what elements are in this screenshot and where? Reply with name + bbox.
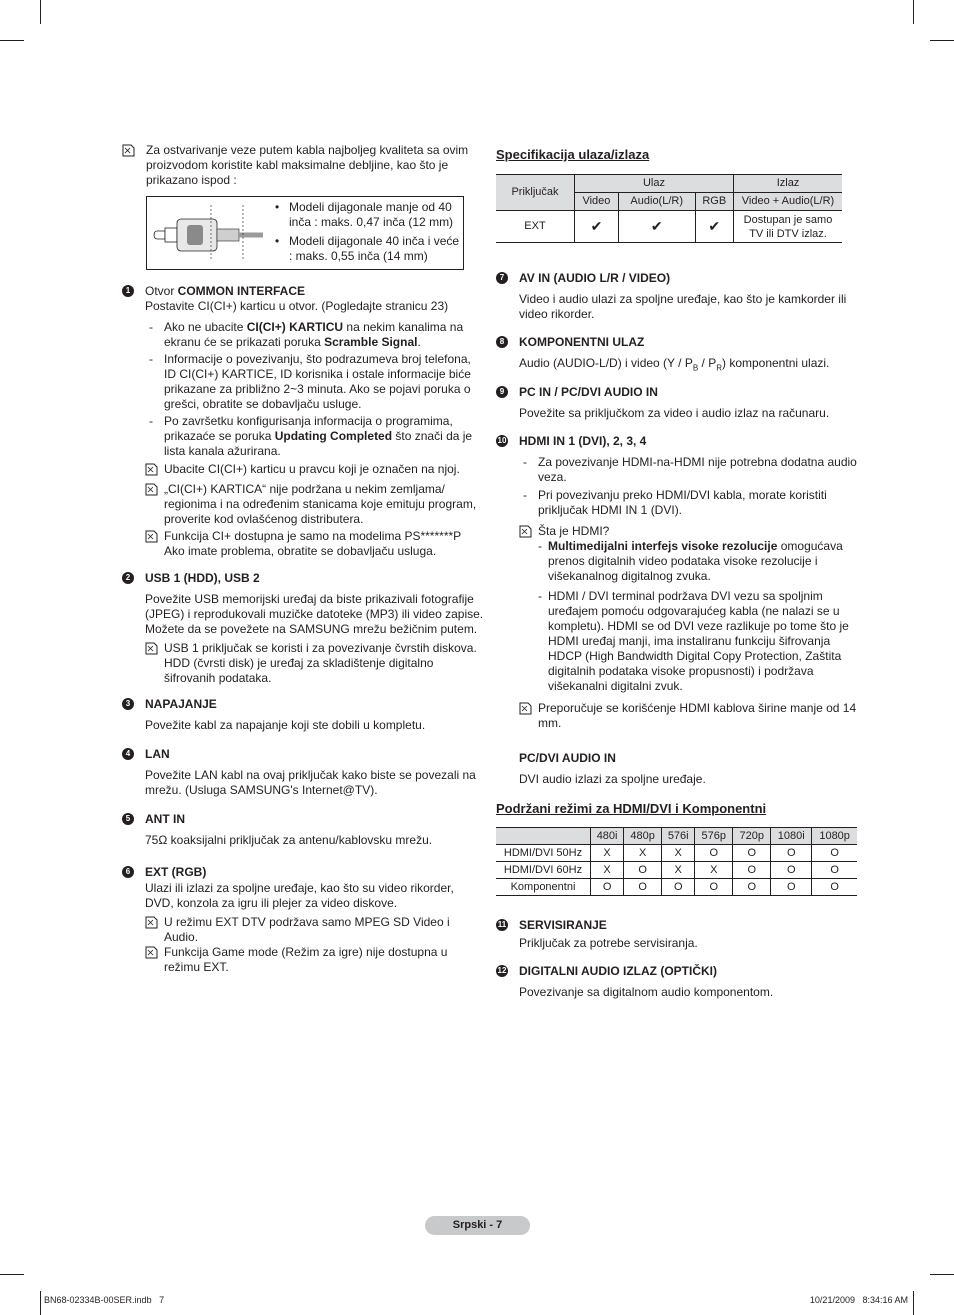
note-icon — [145, 946, 158, 959]
section-title: EXT (RGB) — [145, 865, 207, 879]
number-badge: 2 — [122, 572, 134, 584]
spec-table — [496, 174, 842, 243]
modes-header: 480p — [624, 828, 662, 845]
section-common-interface: 1 Otvor COMMON INTERFACE Postavite CI(CI+) karticu u otvor. (Pogledajte stranicu 23) - Ako ne ubacite CI(CI+) KARTICU na nekim kanalima na ekranu će se prikazati poruka Scramble Signal. - Informacije o povezivanju, što podrazumeva broj telefona, ID CI(CI+) KARTICE, ID korisnika i ostale informacije biće prikazane za približno 2~3 minuta. Ako se pojavi poruka o grešci, obratite se dobavljaču usluge. - Po završetku konfigurisanja informacija o programima, prikazaće se poruka Updating Completed što znači da je lista kanala ažurirana. Ubacite CI(CI+) karticu u pravcu koji je označen na njoj. „CI(CI+) KARTICA“ nije podržana u nekim zemljama/ regionima i na određenim stanicama koje emituju program, proverite kod ovlašćenog distributera. Funkcija CI+ dostupna je samo na modelima PS*******P Ako imate problema, obratite se dobavljaču usluga. — [122, 284, 484, 559]
spec-subheader: Video — [575, 193, 619, 211]
number-badge: 10 — [497, 436, 507, 445]
spec-subheader: RGB — [695, 193, 733, 211]
check-icon: ✔ — [575, 211, 619, 243]
crop-mark — [913, 1291, 914, 1315]
number-badge: 5 — [122, 813, 134, 825]
section-ext-rgb: 6 EXT (RGB) Ulazi ili izlazi za spoljne uređaje, kao što su video rikorder, DVD, konzola za igru ili plejer za video diskove. U režimu EXT DTV podržava samo MPEG SD Video i Audio. Funkcija Game mode (Režim za igre) nije dostupna u režimu EXT. — [122, 865, 484, 975]
pc-dvi-title: PC/DVI AUDIO IN — [519, 751, 616, 765]
footer-datetime: 10/21/2009 8:34:16 AM — [809, 1295, 908, 1305]
modes-header: 1080p — [812, 828, 857, 845]
section-digitalni-audio: 12 DIGITALNI AUDIO IZLAZ (OPTIČKI) Povezivanje sa digitalnom audio komponentom. — [496, 964, 858, 1000]
section-ant-in: 5 ANT IN 75Ω koaksijalni priključak za antenu/kablovsku mrežu. — [122, 812, 484, 848]
number-badge: 4 — [122, 748, 134, 760]
note-icon — [145, 916, 158, 929]
spec-group-out: Izlaz — [734, 175, 843, 193]
table-row: HDMI/DVI 50Hz X X X O O O O — [496, 845, 857, 862]
number-badge: 1 — [122, 285, 134, 297]
crop-mark — [0, 40, 24, 41]
modes-header: 576i — [662, 828, 695, 845]
check-icon: ✔ — [618, 211, 695, 243]
page-number: Srpski - 7 — [425, 1216, 530, 1235]
spec-row-output: Dostupan je samo TV ili DTV izlaz. — [734, 211, 843, 243]
spec-row-label: EXT — [496, 211, 575, 243]
section-av-in: 7 AV IN (AUDIO L/R / VIDEO) Video i audio ulazi za spoljne uređaje, kao što je kamkorder ili video rikorder. — [496, 271, 858, 322]
note-icon — [145, 530, 158, 543]
note-icon — [145, 642, 158, 655]
modes-header: 1080i — [771, 828, 812, 845]
note-icon — [145, 483, 158, 496]
check-icon: ✔ — [695, 211, 733, 243]
number-badge: 9 — [496, 386, 508, 398]
note-icon — [122, 144, 135, 157]
section-title: NAPAJANJE — [145, 697, 217, 711]
intro-note-text: Za ostvarivanje veze putem kabla najboljeg kvaliteta sa ovim proizvodom koristite kabl maksimalne debljine, kao što je prikazano ispod : — [146, 143, 469, 187]
number-badge: 6 — [122, 866, 134, 878]
section-napajanje: 3 NAPAJANJE Povežite kabl za napajanje koji ste dobili u kompletu. — [122, 697, 484, 733]
cable-thickness-box — [146, 196, 464, 270]
section-pc-in: 9 PC IN / PC/DVI AUDIO IN Povežite sa priključkom za video i audio izlaz na računaru. — [496, 385, 858, 421]
crop-mark — [930, 1274, 954, 1275]
number-badge: 11 — [497, 920, 507, 929]
crop-mark — [40, 0, 41, 24]
section-lan: 4 LAN Povežite LAN kabl na ovaj priključak kako biste se povezali na mrežu. (Usluga SAMSUNG's Internet@TV). — [122, 747, 484, 798]
crop-mark — [0, 1274, 24, 1275]
table-row: Komponentni O O O O O O O — [496, 879, 857, 896]
crop-mark — [930, 40, 954, 41]
section-title: AV IN (AUDIO L/R / VIDEO) — [519, 271, 671, 285]
cable-bullet: • Modeli dijagonale 40 inča i veće : maks. 0,55 inča (14 mm) — [275, 234, 460, 263]
table-row: HDMI/DVI 60Hz X O X X O O O — [496, 862, 857, 879]
section-hdmi-in: 10 HDMI IN 1 (DVI), 2, 3, 4 - Za povezivanje HDMI-na-HDMI nije potrebna dodatna audio veza. - Pri povezivanju preko HDMI/DVI kabla, morate koristiti priključak HDMI IN 1 (DVI). Šta je HDMI? - Multimedijalni interfejs visoke rezolucije omogućava prenos digitalnih video podataka visoke rezolucije i višekanalnog digitalnog zvuka. - HDMI / DVI terminal podržava DVI vezu sa spoljnim uređajem pomoću odgovarajućeg kabla (ne nalazi se u kompletu). HDMI se od DVI veze razlikuje po tome što je HDMI uređaj manji, ima instaliranu funkciju šifrovanja HDCP (High Bandwidth Digital Copy Protection, Zaštita digitalnih podataka visoke propusnosti) i podržava višekanalni digitalni zvuk. Preporučuje se korišćenje HDMI kablova širine manje od 14 mm. PC/DVI AUDIO IN DVI audio izlazi za spoljne uređaje. — [497, 434, 857, 786]
section-title: COMMON INTERFACE — [177, 284, 306, 298]
modes-header: 480i — [591, 828, 624, 845]
section-title: LAN — [145, 747, 170, 761]
number-badge: 3 — [122, 698, 134, 710]
section-komponentni-ulaz: 8 KOMPONENTNI ULAZ Audio (AUDIO-L/D) i video $(Y / P_B / P_R)$ komponentni ulazi. — [496, 335, 858, 371]
section-title: ANT IN — [145, 812, 185, 826]
section-title: KOMPONENTNI ULAZ — [519, 335, 645, 349]
section-title: HDMI IN 1 (DVI), 2, 3, 4 — [519, 434, 647, 448]
spec-title: Specifikacija ulaza/izlaza — [496, 147, 650, 162]
section-title: USB 1 (HDD), USB 2 — [145, 571, 260, 585]
note-icon — [519, 702, 532, 715]
section-servisiranje: 11 SERVISIRANJE Priključak za potrebe servisiranja. — [496, 918, 858, 951]
modes-header: 720p — [733, 828, 771, 845]
right-column — [496, 146, 858, 1000]
intro-note — [122, 143, 484, 188]
note-icon — [519, 525, 532, 538]
number-badge: 12 — [497, 966, 507, 975]
number-badge: 7 — [496, 272, 508, 284]
spec-subheader: Video + Audio(L/R) — [734, 193, 843, 211]
left-column — [122, 143, 484, 975]
footer-file: BN68-02334B-00SER.indb 7 — [44, 1295, 165, 1305]
spec-col-connector: Priključak — [496, 175, 575, 211]
modes-title: Podržani režimi za HDMI/DVI i Komponentni — [496, 801, 767, 816]
crop-mark — [913, 0, 914, 24]
section-title: SERVISIRANJE — [519, 918, 607, 932]
section-usb: 2 USB 1 (HDD), USB 2 Povežite USB memorijski uređaj da biste prikazivali fotografije (JPEG) i reprodukovali muzičke datoteke (MP3) ili video zapise. Možete da se povežete na SAMSUNG mrežu bežičnim putem. USB 1 priključak se koristi i za povezivanje čvrstih diskova. HDD (čvrsti disk) je uređaj za skladištenje digitalno šifrovanih podataka. — [122, 571, 484, 686]
note-icon — [145, 463, 158, 476]
cable-illustration — [151, 203, 269, 263]
modes-header: 576p — [695, 828, 733, 845]
spec-group-in: Ulaz — [575, 175, 734, 193]
modes-table — [496, 827, 857, 896]
number-badge: 8 — [496, 336, 508, 348]
cable-bullet: • Modeli dijagonale manje od 40 inča : maks. 0,47 inča (12 mm) — [275, 200, 454, 229]
section-title: DIGITALNI AUDIO IZLAZ (OPTIČKI) — [519, 964, 717, 978]
spec-subheader: Audio(L/R) — [618, 193, 695, 211]
crop-mark — [40, 1291, 41, 1315]
section-title: PC IN / PC/DVI AUDIO IN — [519, 385, 658, 399]
